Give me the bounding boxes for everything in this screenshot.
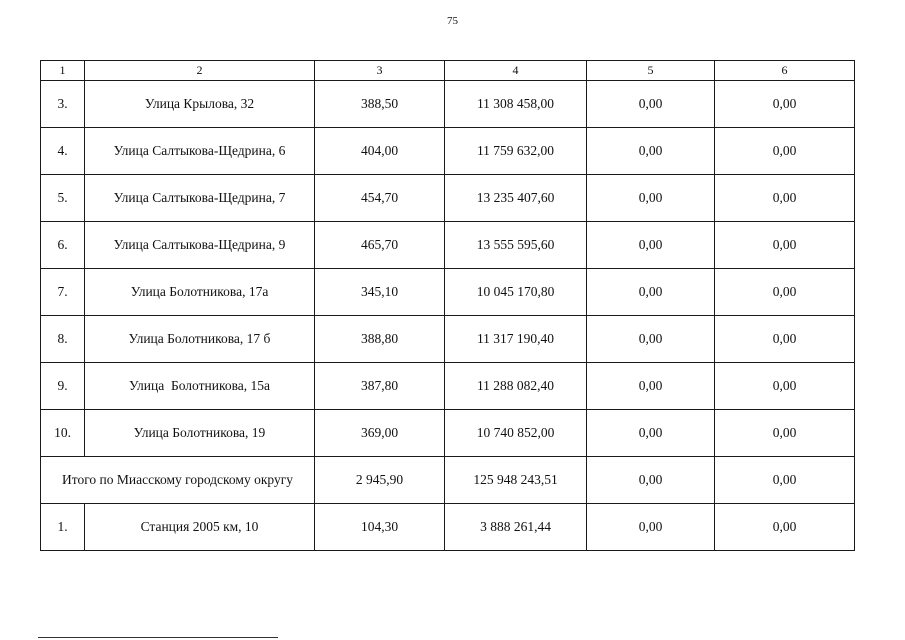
total-value: 0,00	[715, 457, 855, 504]
table-row	[41, 175, 855, 222]
row-number: 8.	[41, 316, 85, 363]
value-cell: 465,70	[315, 222, 445, 269]
value-cell: 369,00	[315, 410, 445, 457]
value-cell: 0,00	[715, 363, 855, 410]
value-cell: 0,00	[587, 363, 715, 410]
total-label: Итого по Миасскому городскому округу	[41, 457, 315, 504]
table-row	[41, 269, 855, 316]
row-number: 9.	[41, 363, 85, 410]
row-number: 5.	[41, 175, 85, 222]
value-cell: 0,00	[715, 504, 855, 551]
total-value: 0,00	[587, 457, 715, 504]
value-cell: 10 740 852,00	[445, 410, 587, 457]
total-row	[41, 457, 855, 504]
value-cell: 0,00	[715, 128, 855, 175]
value-cell: 11 759 632,00	[445, 128, 587, 175]
table-row	[41, 504, 855, 551]
column-header-row	[41, 61, 855, 81]
value-cell: 0,00	[587, 410, 715, 457]
value-cell: 0,00	[587, 175, 715, 222]
value-cell: 3 888 261,44	[445, 504, 587, 551]
address-cell: Улица Болотникова, 15а	[85, 363, 315, 410]
column-header: 5	[587, 61, 715, 81]
data-table	[40, 60, 855, 551]
address-cell: Улица Крылова, 32	[85, 81, 315, 128]
table-row	[41, 363, 855, 410]
value-cell: 388,50	[315, 81, 445, 128]
value-cell: 388,80	[315, 316, 445, 363]
value-cell: 0,00	[715, 316, 855, 363]
value-cell: 0,00	[715, 175, 855, 222]
address-cell: Улица Салтыкова-Щедрина, 7	[85, 175, 315, 222]
row-number: 3.	[41, 81, 85, 128]
value-cell: 404,00	[315, 128, 445, 175]
table-row	[41, 222, 855, 269]
address-cell: Станция 2005 км, 10	[85, 504, 315, 551]
value-cell: 11 308 458,00	[445, 81, 587, 128]
value-cell: 0,00	[587, 269, 715, 316]
value-cell: 10 045 170,80	[445, 269, 587, 316]
address-cell: Улица Салтыкова-Щедрина, 6	[85, 128, 315, 175]
address-cell: Улица Салтыкова-Щедрина, 9	[85, 222, 315, 269]
address-cell: Улица Болотникова, 17а	[85, 269, 315, 316]
value-cell: 454,70	[315, 175, 445, 222]
table-row	[41, 410, 855, 457]
table-row	[41, 81, 855, 128]
value-cell: 11 288 082,40	[445, 363, 587, 410]
row-number: 4.	[41, 128, 85, 175]
value-cell: 0,00	[587, 316, 715, 363]
value-cell: 13 235 407,60	[445, 175, 587, 222]
value-cell: 345,10	[315, 269, 445, 316]
value-cell: 13 555 595,60	[445, 222, 587, 269]
value-cell: 0,00	[587, 81, 715, 128]
value-cell: 104,30	[315, 504, 445, 551]
row-number: 10.	[41, 410, 85, 457]
value-cell: 0,00	[715, 81, 855, 128]
value-cell: 0,00	[715, 269, 855, 316]
value-cell: 0,00	[587, 504, 715, 551]
column-header: 3	[315, 61, 445, 81]
total-value: 125 948 243,51	[445, 457, 587, 504]
table-row	[41, 128, 855, 175]
address-cell: Улица Болотникова, 19	[85, 410, 315, 457]
row-number: 1.	[41, 504, 85, 551]
column-header: 4	[445, 61, 587, 81]
row-number: 7.	[41, 269, 85, 316]
value-cell: 387,80	[315, 363, 445, 410]
table-row	[41, 316, 855, 363]
value-cell: 0,00	[715, 222, 855, 269]
row-number: 6.	[41, 222, 85, 269]
value-cell: 11 317 190,40	[445, 316, 587, 363]
column-header: 1	[41, 61, 85, 81]
total-value: 2 945,90	[315, 457, 445, 504]
address-cell: Улица Болотникова, 17 б	[85, 316, 315, 363]
column-header: 6	[715, 61, 855, 81]
page-number: 75	[447, 15, 458, 27]
value-cell: 0,00	[587, 222, 715, 269]
footnote-divider	[38, 637, 278, 638]
value-cell: 0,00	[715, 410, 855, 457]
column-header: 2	[85, 61, 315, 81]
value-cell: 0,00	[587, 128, 715, 175]
